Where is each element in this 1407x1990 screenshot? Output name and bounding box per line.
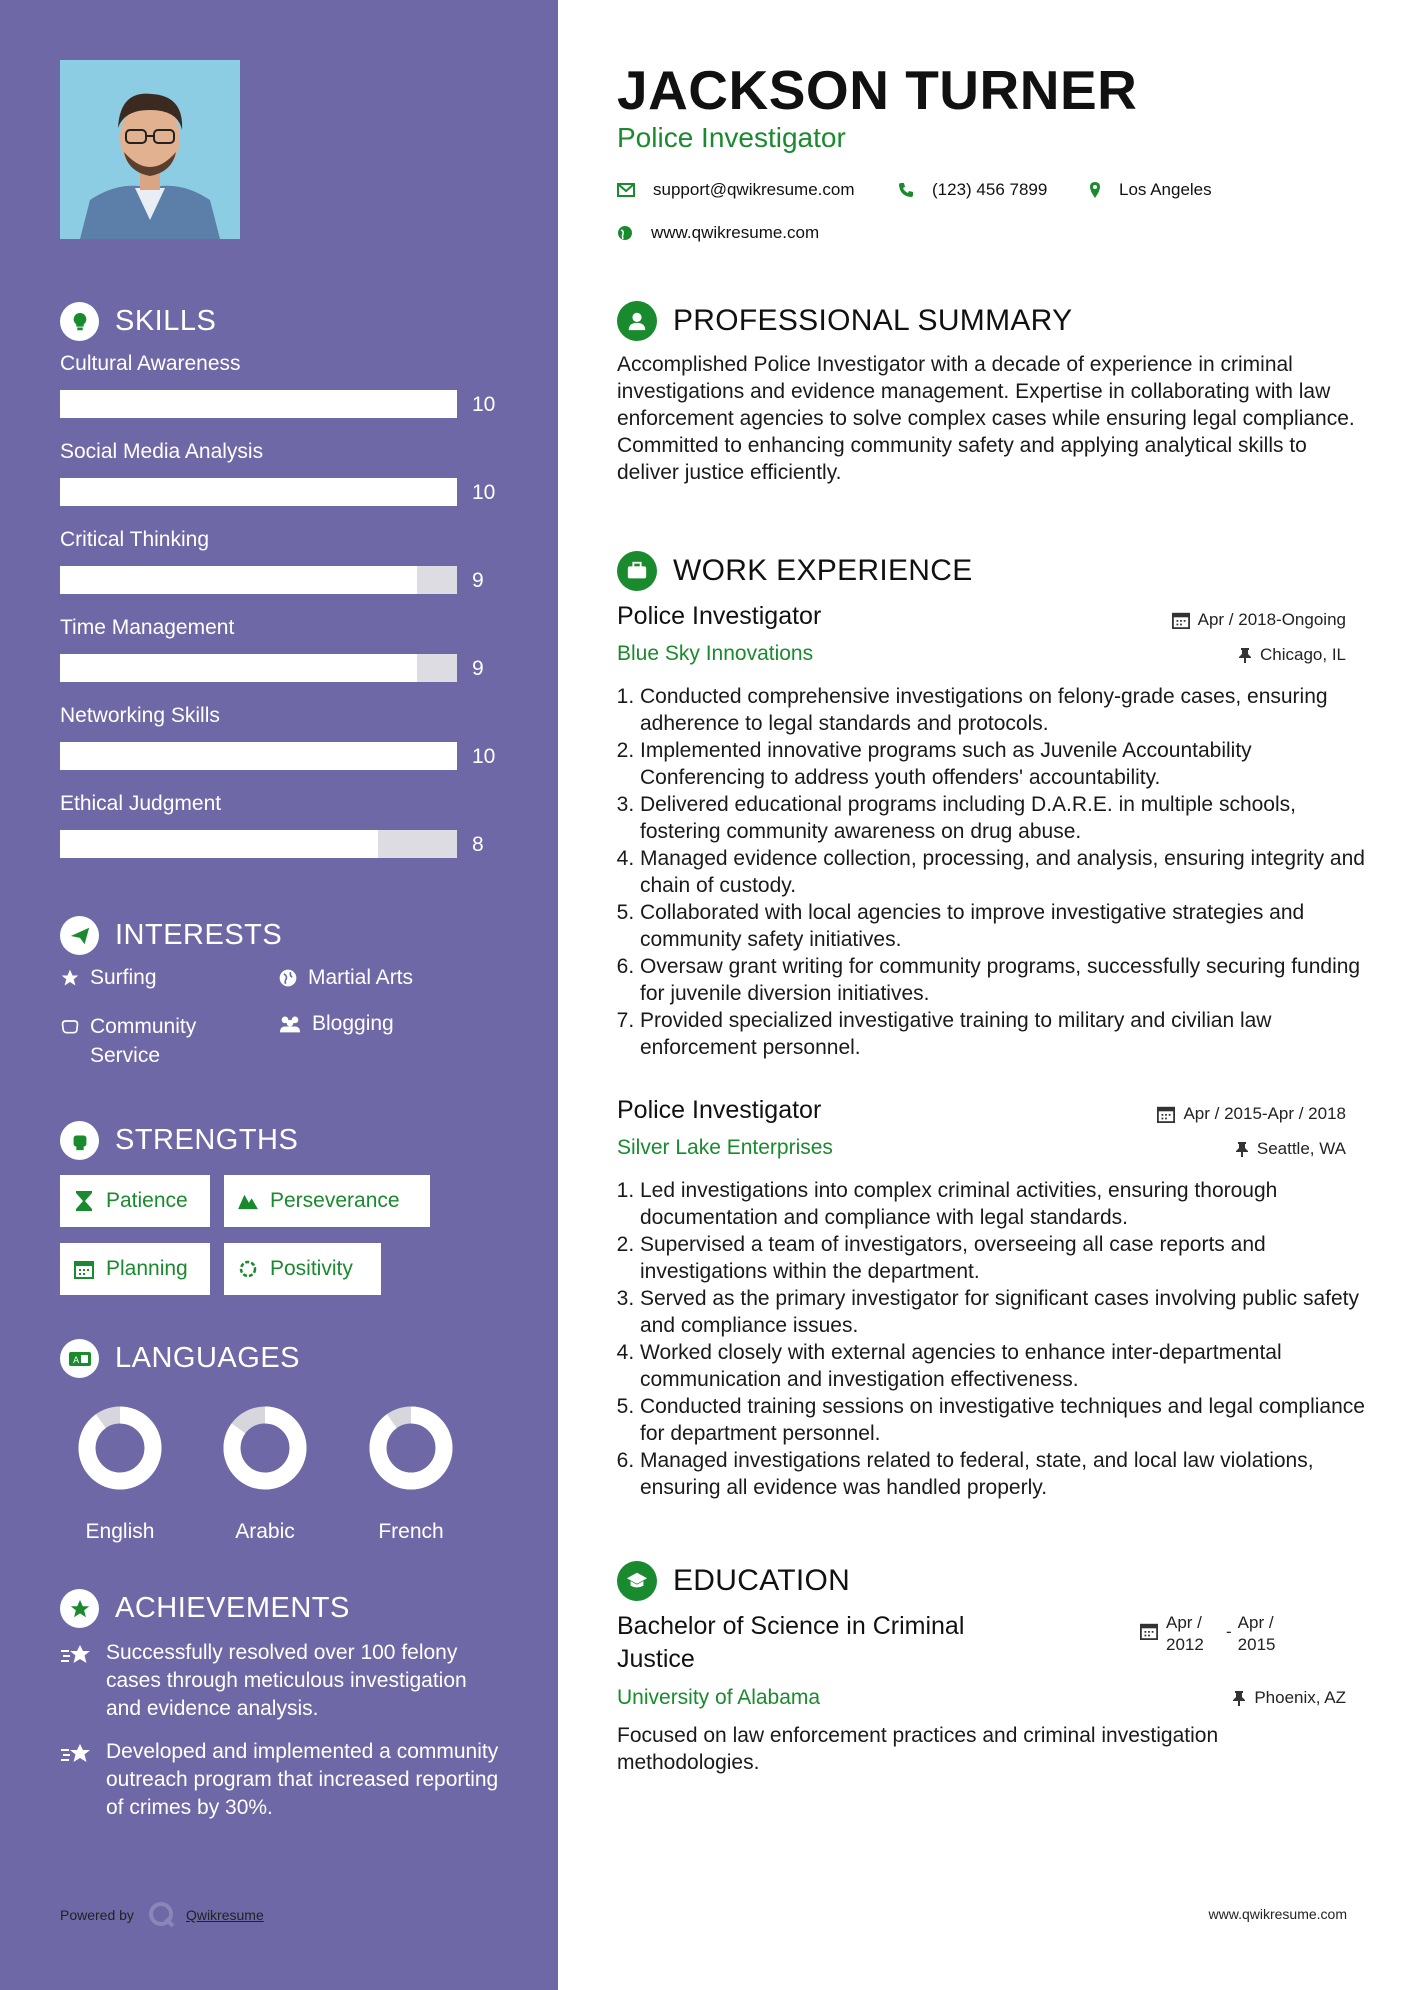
envelope-icon [617,183,635,197]
strength-chip: Positivity [224,1243,381,1295]
education-location: Phoenix, AZ [998,1688,1346,1708]
duty-item: 6. Managed investigations related to federal, state, and local law violations, ensuring all evidence was handled properly. [640,1447,1370,1501]
calendar-icon [72,1257,96,1281]
shooting-star-icon [60,1643,92,1723]
interests-heading [60,916,282,955]
achievement-item: Successfully resolved over 100 felony cases through meticulous investigation and evidence analysis. [60,1639,500,1723]
job-date-2: Apr / 2015-Apr / 2018 [998,1104,1346,1124]
calendar-icon [1157,1105,1175,1123]
strength-chip: Planning [60,1243,210,1295]
language-icon [60,1339,99,1378]
gear-icon [236,1257,260,1281]
star-badge-icon [60,1589,99,1628]
pin-icon [1235,1141,1249,1157]
pin-icon [1238,647,1252,663]
school-name: University of Alabama [617,1686,821,1709]
company-2: Silver Lake Enterprises [617,1136,833,1159]
languages-heading [60,1339,300,1378]
job-date-1: Apr / 2018-Ongoing [998,610,1346,630]
duty-item: 4. Worked closely with external agencies to enhance inter-departmental communication and investigation effectiveness. [640,1339,1370,1393]
duty-item: 2. Supervised a team of investigators, overseeing all case reports and investigations within the department. [640,1231,1370,1285]
hand-icon [60,1016,80,1036]
contact-email[interactable]: support@qwikresume.com [617,180,855,200]
skill-label: Time Management [60,616,235,639]
calendar-icon [1140,1622,1158,1640]
skill-bar [60,654,457,682]
globe-icon [278,968,298,988]
profile-photo [60,60,240,239]
star-icon [60,968,80,988]
svg-text:A: A [72,1355,80,1366]
language-donut-fill [378,1415,444,1481]
skill-value: 10 [472,745,496,768]
qwikresume-logo-icon [148,1901,176,1929]
group-icon [278,1014,302,1034]
footer-site[interactable]: www.qwikresume.com [1208,1906,1347,1922]
interest-item: Martial Arts [278,966,413,990]
skill-label: Cultural Awareness [60,352,241,375]
strength-chip: Patience [60,1175,210,1227]
company-1: Blue Sky Innovations [617,642,814,665]
skill-label: Social Media Analysis [60,440,264,463]
qwikresume-link[interactable]: Qwikresume [185,1907,264,1923]
duty-item: 7. Provided specialized investigative training to military and civilian law enforcement personnel. [640,1007,1370,1061]
lightbulb-icon [60,302,99,341]
language-donut-fill [87,1415,153,1481]
skill-bar-fill [60,654,417,682]
skill-bar-fill [60,742,457,770]
fist-icon [60,1121,99,1160]
duty-item: 2. Implemented innovative programs such as Juvenile Accountability Conferencing to address youth offenders' accountability. [640,737,1370,791]
skill-value: 9 [472,569,484,592]
skill-bar-fill [60,566,417,594]
language-donut [366,1403,456,1498]
skill-bar [60,742,457,770]
degree-title: Bachelor of Science in Criminal Justice [617,1612,965,1673]
calendar-icon [1172,611,1190,629]
skill-value: 10 [472,393,496,416]
main-content [558,0,1407,1990]
duty-item: 3. Served as the primary investigator for significant cases involving public safety and compliance issues. [640,1285,1370,1339]
phone-icon [898,182,914,198]
job-title-2: Police Investigator [617,1096,822,1124]
skill-bar-fill [60,478,457,506]
education-description: Focused on law enforcement practices and criminal investigation methodologies. [617,1724,1219,1774]
briefcase-icon [617,551,657,591]
graduation-cap-icon [617,1561,657,1601]
skill-bar-fill [60,830,378,858]
skill-label: Networking Skills [60,704,220,727]
interests-title: INTERESTS [115,919,283,951]
education-heading: EDUCATION [617,1561,850,1601]
language-label: English [85,1520,155,1543]
user-icon [617,301,657,341]
experience-heading: WORK EXPERIENCE [617,551,973,591]
duty-item: 1. Conducted comprehensive investigations on felony-grade cases, ensuring adherence to legal standards and protocols. [640,683,1370,737]
skills-heading [60,302,216,341]
skill-bar [60,390,457,418]
duty-item: 5. Conducted training sessions on investigative techniques and legal compliance for department personnel. [640,1393,1370,1447]
mountain-icon [236,1189,260,1213]
skill-value: 10 [472,481,496,504]
contact-website[interactable]: www.qwikresume.com [617,223,819,243]
duty-item: 4. Managed evidence collection, processing, and analysis, ensuring integrity and chain of custody. [640,845,1370,899]
interest-item: Community Service [60,1012,260,1070]
duty-item: 3. Delivered educational programs including D.A.R.E. in multiple schools, fostering community awareness on drug abuse. [640,791,1370,845]
skill-bar [60,478,457,506]
skill-bar-fill [60,390,457,418]
skill-bar [60,566,457,594]
powered-by: Powered by Qwikresume [60,1901,264,1929]
candidate-name: JACKSON TURNER [617,59,1138,121]
sidebar [0,0,558,1990]
language-donut [220,1403,310,1498]
strengths-heading [60,1121,298,1160]
skill-bar [60,830,457,858]
languages-title: LANGUAGES [115,1342,300,1374]
contact-location: Los Angeles [1089,180,1212,200]
shooting-star-icon [60,1742,92,1822]
job-1-duties [607,683,1370,1061]
achievements-title: ACHIEVEMENTS [115,1592,350,1624]
skill-value: 8 [472,833,484,856]
language-label: Arabic [235,1520,295,1543]
duty-item: 1. Led investigations into complex criminal activities, ensuring thorough documentation and compliance with legal standards. [640,1177,1370,1231]
job-location-2: Seattle, WA [998,1139,1346,1159]
skill-label: Ethical Judgment [60,792,222,815]
language-donut [75,1403,165,1498]
language-label: French [378,1520,444,1543]
summary-heading: PROFESSIONAL SUMMARY [617,301,1072,341]
hourglass-icon [72,1189,96,1213]
skill-value: 9 [472,657,484,680]
map-pin-icon [1089,181,1101,199]
education-dates: Apr / 2012 - Apr / 2015 [1140,1612,1288,1656]
skills-title: SKILLS [115,305,217,337]
job-2-duties [607,1177,1370,1501]
duty-item: 5. Collaborated with local agencies to improve investigative strategies and community safety initiatives. [640,899,1370,953]
pin-icon [1232,1690,1246,1706]
skill-label: Critical Thinking [60,528,209,551]
strength-chip: Perseverance [224,1175,430,1227]
duty-item: 6. Oversaw grant writing for community programs, successfully securing funding for juvenile diversion initiatives. [640,953,1370,1007]
job-title: Police Investigator [617,122,846,153]
achievement-item: Developed and implemented a community outreach program that increased reporting of crimes by 30%. [60,1738,500,1822]
job-location-1: Chicago, IL [998,645,1346,665]
achievements-heading [60,1589,350,1628]
interest-item: Blogging [278,1012,394,1036]
paper-plane-icon [60,916,99,955]
summary-text: Accomplished Police Investigator with a decade of experience in criminal investigations and evidence management. Expertise in collaborating with law enforcement agencies to solve complex cases while ensuring legal compliance. Committed to enhancing community safety and applying analytical skills to deliver justice efficiently. [617,353,1355,484]
globe-icon [617,225,633,241]
job-title-1: Police Investigator [617,602,822,630]
contact-phone[interactable]: (123) 456 7899 [898,180,1047,200]
interest-item: Surfing [60,966,157,990]
strengths-title: STRENGTHS [115,1124,299,1156]
